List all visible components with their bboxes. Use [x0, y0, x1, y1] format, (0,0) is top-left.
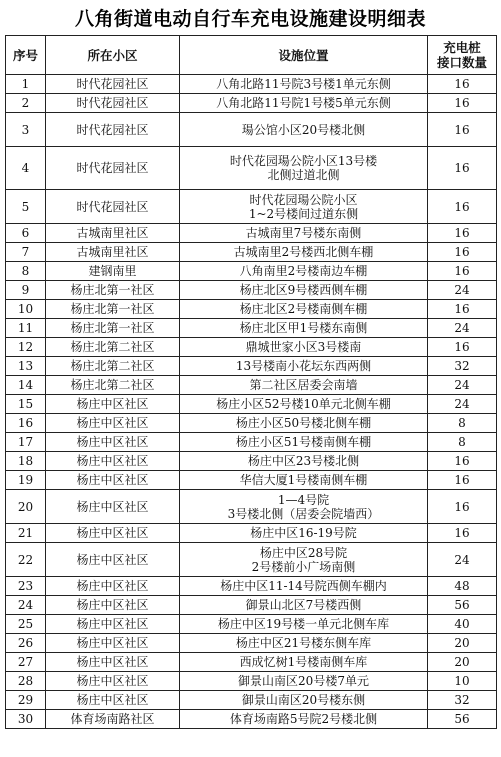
cell-serial-number: 18: [6, 452, 46, 471]
cell-serial-number: 22: [6, 543, 46, 577]
cell-port-count: 56: [428, 710, 497, 729]
table-row: [6, 596, 497, 615]
cell-serial-number: 17: [6, 433, 46, 452]
cell-location: 御景山北区7号楼西侧: [180, 596, 428, 615]
cell-port-count: 16: [428, 243, 497, 262]
cell-location: 八角北路11号院3号楼1单元东侧: [180, 75, 428, 94]
cell-location: 杨庄小区50号楼北侧车棚: [180, 414, 428, 433]
table-row: [6, 577, 497, 596]
table-row: [6, 319, 497, 338]
cell-port-count: 56: [428, 596, 497, 615]
cell-location: 杨庄中区16-19号院: [180, 524, 428, 543]
cell-serial-number: 7: [6, 243, 46, 262]
cell-location: 杨庄中区23号楼北侧: [180, 452, 428, 471]
cell-location: 杨庄中区21号楼东侧车库: [180, 634, 428, 653]
table-row: [6, 452, 497, 471]
cell-serial-number: 25: [6, 615, 46, 634]
table-row: [6, 243, 497, 262]
cell-serial-number: 29: [6, 691, 46, 710]
cell-location: 第二社区居委会南墙: [180, 376, 428, 395]
cell-port-count: 20: [428, 653, 497, 672]
cell-port-count: 16: [428, 147, 497, 190]
cell-community: 时代花园社区: [46, 113, 180, 147]
cell-port-count: 8: [428, 433, 497, 452]
cell-port-count: 8: [428, 414, 497, 433]
cell-port-count: 24: [428, 319, 497, 338]
cell-serial-number: 30: [6, 710, 46, 729]
cell-community: 古城南里社区: [46, 224, 180, 243]
cell-location: 华信大厦1号楼南侧车棚: [180, 471, 428, 490]
table-row: [6, 414, 497, 433]
cell-community: 杨庄中区社区: [46, 691, 180, 710]
cell-community: 时代花园社区: [46, 94, 180, 113]
cell-location: 古城南里7号楼东南侧: [180, 224, 428, 243]
cell-community: 杨庄中区社区: [46, 414, 180, 433]
cell-community: 杨庄北第一社区: [46, 319, 180, 338]
cell-serial-number: 23: [6, 577, 46, 596]
table-row: [6, 300, 497, 319]
cell-serial-number: 20: [6, 490, 46, 524]
cell-community: 杨庄北第一社区: [46, 300, 180, 319]
cell-community: 时代花园社区: [46, 190, 180, 224]
table-row: [6, 634, 497, 653]
cell-community: 杨庄中区社区: [46, 653, 180, 672]
cell-serial-number: 11: [6, 319, 46, 338]
table-row: [6, 147, 497, 190]
cell-serial-number: 8: [6, 262, 46, 281]
cell-location: 13号楼南小花坛东西两侧: [180, 357, 428, 376]
cell-location: 鼎城世家小区3号楼南: [180, 338, 428, 357]
table-row: [6, 281, 497, 300]
table-row: [6, 338, 497, 357]
table-row: [6, 75, 497, 94]
cell-serial-number: 26: [6, 634, 46, 653]
cell-port-count: 32: [428, 357, 497, 376]
cell-serial-number: 1: [6, 75, 46, 94]
cell-serial-number: 6: [6, 224, 46, 243]
cell-serial-number: 3: [6, 113, 46, 147]
cell-port-count: 16: [428, 452, 497, 471]
cell-community: 杨庄中区社区: [46, 452, 180, 471]
cell-serial-number: 2: [6, 94, 46, 113]
cell-serial-number: 5: [6, 190, 46, 224]
cell-port-count: 32: [428, 691, 497, 710]
table-row: [6, 672, 497, 691]
table-row: [6, 615, 497, 634]
cell-port-count: 16: [428, 224, 497, 243]
cell-port-count: 16: [428, 113, 497, 147]
header-row: [6, 36, 497, 75]
cell-location: 八角北路11号院1号楼5单元东侧: [180, 94, 428, 113]
cell-community: 杨庄北第一社区: [46, 281, 180, 300]
cell-community: 古城南里社区: [46, 243, 180, 262]
cell-port-count: 48: [428, 577, 497, 596]
cell-community: 杨庄中区社区: [46, 543, 180, 577]
cell-port-count: 16: [428, 75, 497, 94]
cell-community: 杨庄中区社区: [46, 672, 180, 691]
cell-location: 体育场南路5号院2号楼北侧: [180, 710, 428, 729]
cell-location: 时代花园瑒公院小区13号楼 北侧过道北侧: [180, 147, 428, 190]
table-row: [6, 94, 497, 113]
table-row: [6, 395, 497, 414]
cell-serial-number: 10: [6, 300, 46, 319]
cell-serial-number: 4: [6, 147, 46, 190]
cell-community: 杨庄中区社区: [46, 615, 180, 634]
cell-serial-number: 24: [6, 596, 46, 615]
cell-location: 杨庄小区52号楼10单元北侧车棚: [180, 395, 428, 414]
cell-community: 杨庄中区社区: [46, 577, 180, 596]
table-row: [6, 113, 497, 147]
cell-location: 御景山南区20号楼7单元: [180, 672, 428, 691]
cell-port-count: 24: [428, 543, 497, 577]
table-row: [6, 691, 497, 710]
cell-location: 1—4号院 3号楼北侧（居委会院墙西）: [180, 490, 428, 524]
header-port-count: 充电桩 接口数量: [428, 36, 497, 75]
table-row: [6, 543, 497, 577]
cell-serial-number: 12: [6, 338, 46, 357]
cell-location: 杨庄北区甲1号楼东南侧: [180, 319, 428, 338]
cell-community: 杨庄北第二社区: [46, 338, 180, 357]
header-serial-number: 序号: [6, 36, 46, 75]
table-row: [6, 653, 497, 672]
cell-community: 杨庄中区社区: [46, 471, 180, 490]
document-title: 八角街道电动自行车充电设施建设明细表: [74, 8, 426, 30]
cell-location: 瑒公馆小区20号楼北侧: [180, 113, 428, 147]
table-row: [6, 357, 497, 376]
cell-community: 杨庄中区社区: [46, 433, 180, 452]
table-row: [6, 262, 497, 281]
cell-port-count: 16: [428, 338, 497, 357]
cell-location: 杨庄中区19号楼一单元北侧车库: [180, 615, 428, 634]
cell-location: 杨庄中区11-14号院西侧车棚内: [180, 577, 428, 596]
cell-location: 西成忆树1号楼南侧车库: [180, 653, 428, 672]
cell-port-count: 16: [428, 490, 497, 524]
table-row: [6, 710, 497, 729]
cell-location: 时代花园瑒公院小区 1~2号楼间过道东侧: [180, 190, 428, 224]
cell-location: 杨庄北区2号楼南侧车棚: [180, 300, 428, 319]
cell-port-count: 16: [428, 524, 497, 543]
header-community: 所在小区: [46, 36, 180, 75]
cell-serial-number: 14: [6, 376, 46, 395]
table-row: [6, 376, 497, 395]
cell-location: 八角南里2号楼南边车棚: [180, 262, 428, 281]
cell-port-count: 24: [428, 281, 497, 300]
cell-location: 御景山南区20号楼东侧: [180, 691, 428, 710]
cell-port-count: 16: [428, 94, 497, 113]
cell-port-count: 16: [428, 471, 497, 490]
cell-port-count: 16: [428, 300, 497, 319]
cell-community: 杨庄北第二社区: [46, 357, 180, 376]
charging-facility-table: [5, 35, 497, 729]
cell-community: 体育场南路社区: [46, 710, 180, 729]
table-row: [6, 190, 497, 224]
cell-port-count: 20: [428, 634, 497, 653]
cell-serial-number: 13: [6, 357, 46, 376]
cell-community: 杨庄中区社区: [46, 490, 180, 524]
cell-location: 杨庄中区28号院 2号楼前小广场南侧: [180, 543, 428, 577]
cell-community: 时代花园社区: [46, 147, 180, 190]
cell-community: 杨庄中区社区: [46, 395, 180, 414]
table-row: [6, 490, 497, 524]
cell-location: 杨庄北区9号楼西侧车棚: [180, 281, 428, 300]
cell-community: 时代花园社区: [46, 75, 180, 94]
cell-port-count: 10: [428, 672, 497, 691]
cell-location: 杨庄小区51号楼南侧车棚: [180, 433, 428, 452]
cell-community: 杨庄北第二社区: [46, 376, 180, 395]
cell-port-count: 16: [428, 262, 497, 281]
cell-serial-number: 15: [6, 395, 46, 414]
cell-community: 杨庄中区社区: [46, 596, 180, 615]
cell-community: 杨庄中区社区: [46, 524, 180, 543]
header-location: 设施位置: [180, 36, 428, 75]
cell-port-count: 16: [428, 190, 497, 224]
cell-serial-number: 27: [6, 653, 46, 672]
cell-location: 古城南里2号楼西北侧车棚: [180, 243, 428, 262]
cell-community: 建钢南里: [46, 262, 180, 281]
cell-serial-number: 21: [6, 524, 46, 543]
cell-port-count: 24: [428, 395, 497, 414]
cell-serial-number: 16: [6, 414, 46, 433]
cell-serial-number: 9: [6, 281, 46, 300]
table-row: [6, 471, 497, 490]
cell-community: 杨庄中区社区: [46, 634, 180, 653]
table-row: [6, 433, 497, 452]
table-body: [6, 75, 497, 729]
table-row: [6, 224, 497, 243]
cell-port-count: 40: [428, 615, 497, 634]
cell-serial-number: 28: [6, 672, 46, 691]
table-row: [6, 524, 497, 543]
cell-serial-number: 19: [6, 471, 46, 490]
cell-port-count: 24: [428, 376, 497, 395]
